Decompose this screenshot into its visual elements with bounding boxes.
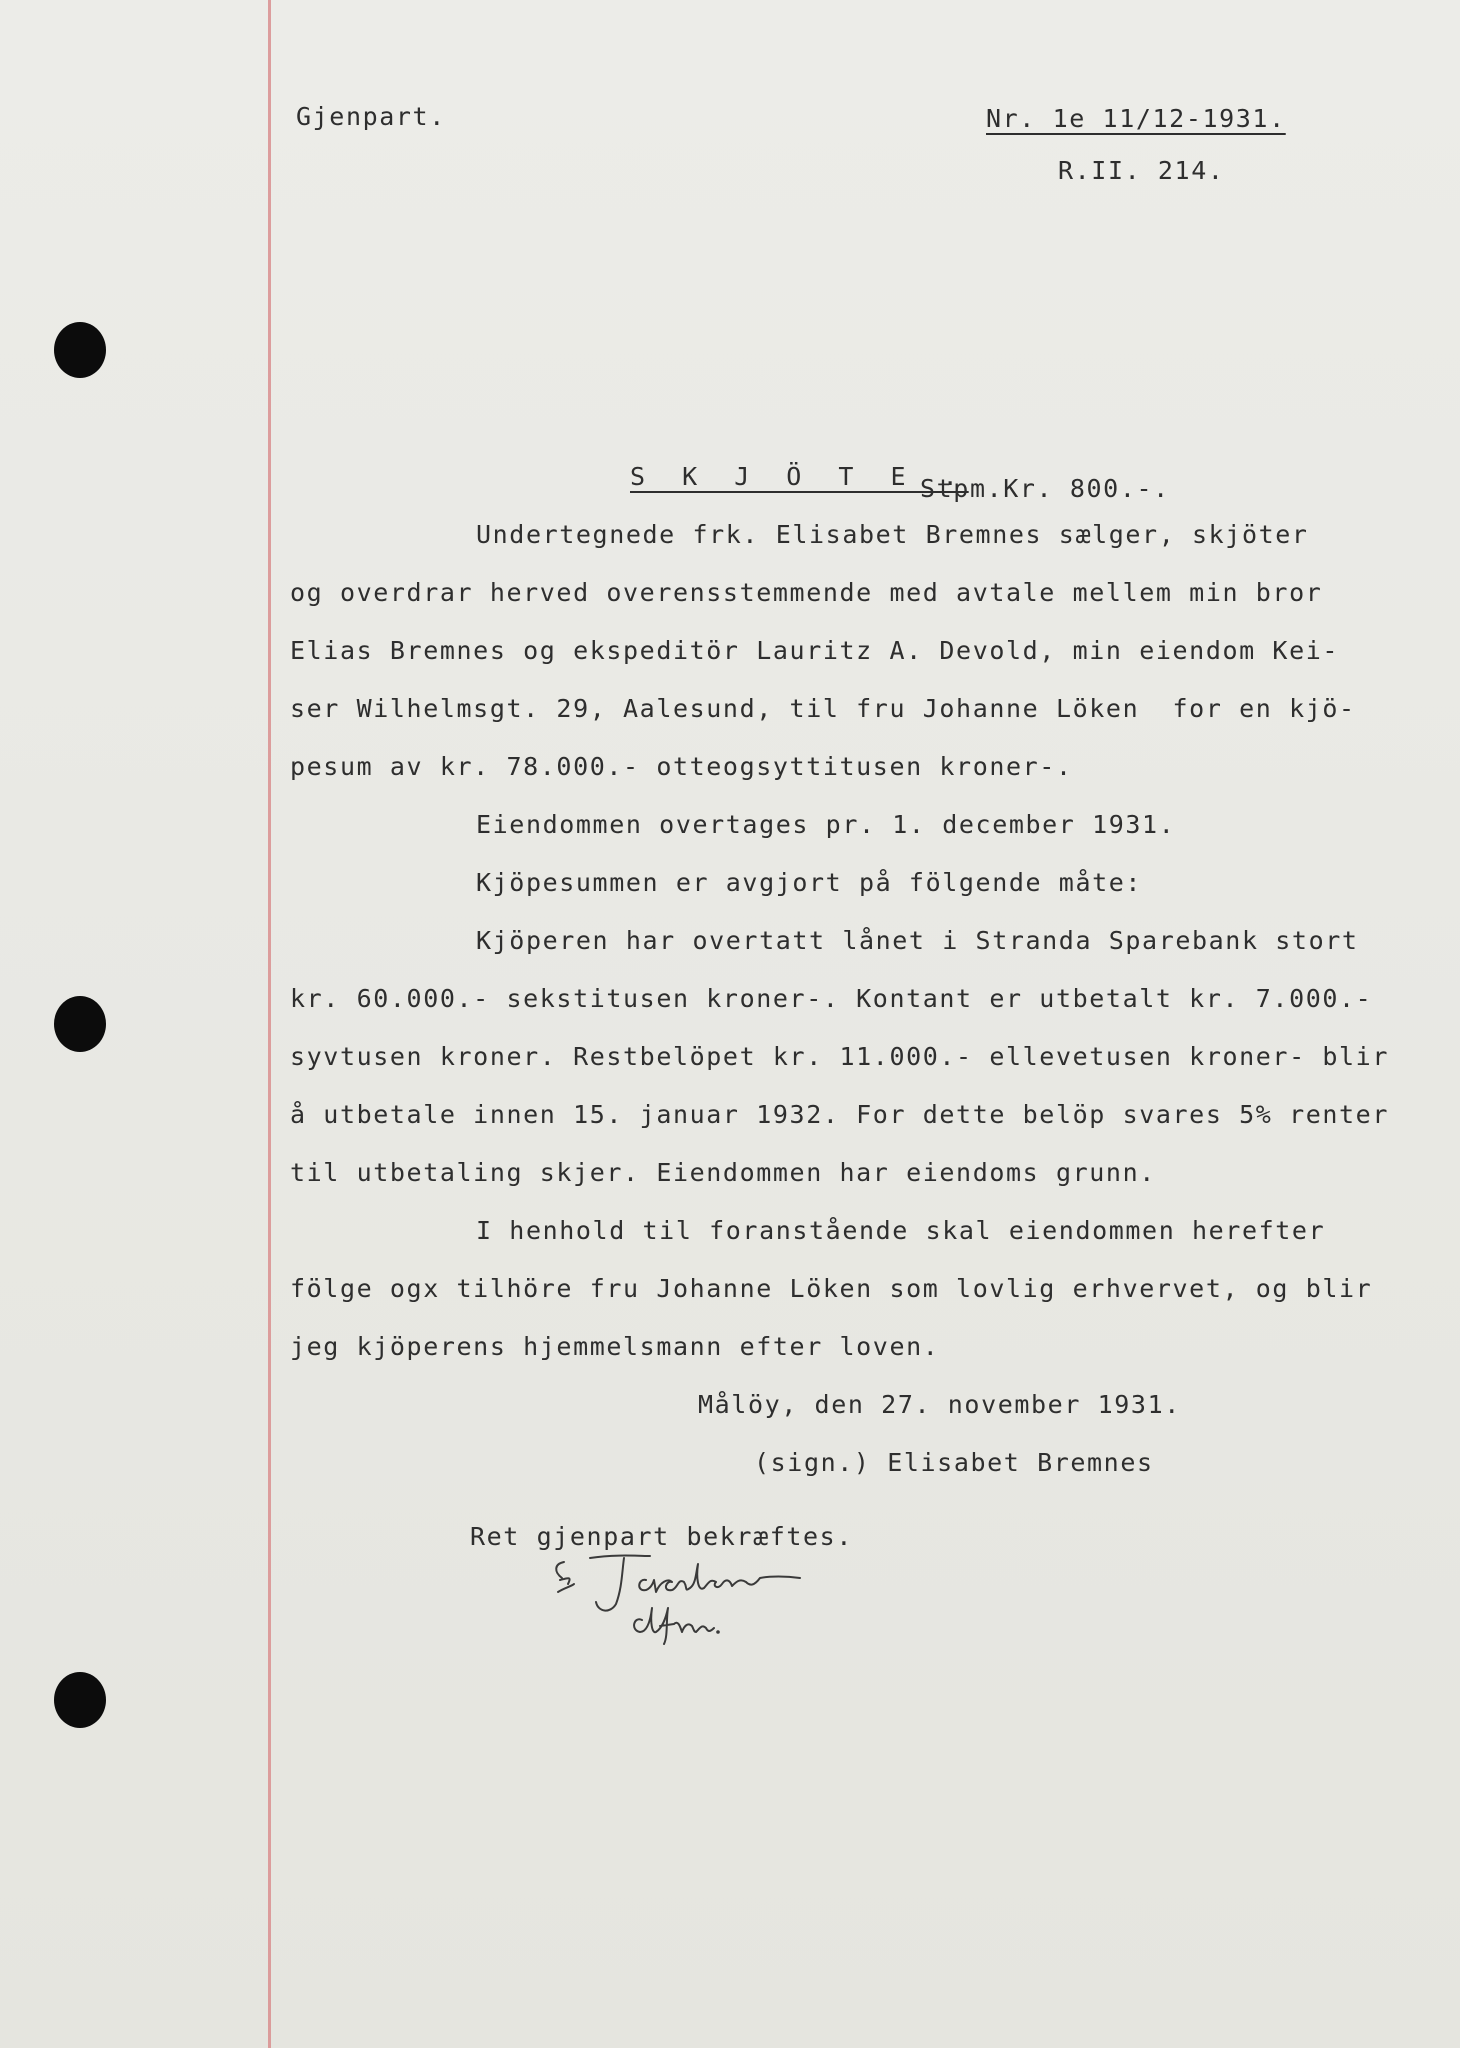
deed-line: jeg kjöperens hjemmelsmann efter loven. bbox=[290, 1332, 940, 1361]
deed-line: kr. 60.000.- sekstitusen kroner-. Kontant er utbetalt kr. 7.000.- bbox=[290, 984, 1373, 1013]
document-number: Nr. 1e 11/12-1931. bbox=[986, 104, 1286, 133]
punch-hole bbox=[54, 322, 106, 378]
deed-line: Undertegnede frk. Elisabet Bremnes sælger, skjöter bbox=[476, 520, 1309, 549]
deed-line: Kjöpesummen er avgjort på fölgende måte: bbox=[476, 868, 1143, 897]
place-and-date: Målöy, den 27. november 1931. bbox=[698, 1390, 1181, 1419]
deed-title: S K J Ö T E . bbox=[630, 462, 969, 491]
handwritten-signature bbox=[550, 1548, 810, 1648]
stamp-duty: Stpm.Kr. 800.-. bbox=[920, 474, 1170, 503]
deed-line: og overdrar herved overensstemmende med avtale mellem min bror bbox=[290, 578, 1323, 607]
deed-line: til utbetaling skjer. Eiendommen har eiendoms grunn. bbox=[290, 1158, 1156, 1187]
register-reference: R.II. 214. bbox=[1058, 156, 1225, 185]
signed-by: (sign.) Elisabet Bremnes bbox=[754, 1448, 1154, 1477]
deed-line: Eiendommen overtages pr. 1. december 1931. bbox=[476, 810, 1176, 839]
punch-hole bbox=[54, 1672, 106, 1728]
deed-line: å utbetale innen 15. januar 1932. For dette belöp svares 5% renter bbox=[290, 1100, 1389, 1129]
deed-line: pesum av kr. 78.000.- otteogsyttitusen kroner-. bbox=[290, 752, 1073, 781]
punch-hole bbox=[54, 996, 106, 1052]
deed-line: Elias Bremnes og ekspeditör Lauritz A. Devold, min eiendom Kei- bbox=[290, 636, 1340, 665]
deed-line: ser Wilhelmsgt. 29, Aalesund, til fru Johanne Löken for en kjö- bbox=[290, 694, 1356, 723]
deed-line: I henhold til foranstående skal eiendommen herefter bbox=[476, 1216, 1326, 1245]
deed-line: Kjöperen har overtatt lånet i Stranda Sparebank stort bbox=[476, 926, 1359, 955]
certification-text: Ret gjenpart bekræftes. bbox=[470, 1522, 853, 1551]
red-margin-line bbox=[268, 0, 271, 2048]
deed-line: syvtusen kroner. Restbelöpet kr. 11.000.- ellevetusen kroner- blir bbox=[290, 1042, 1389, 1071]
copy-label: Gjenpart. bbox=[296, 102, 446, 131]
deed-line: fölge ogx tilhöre fru Johanne Löken som lovlig erhvervet, og blir bbox=[290, 1274, 1373, 1303]
